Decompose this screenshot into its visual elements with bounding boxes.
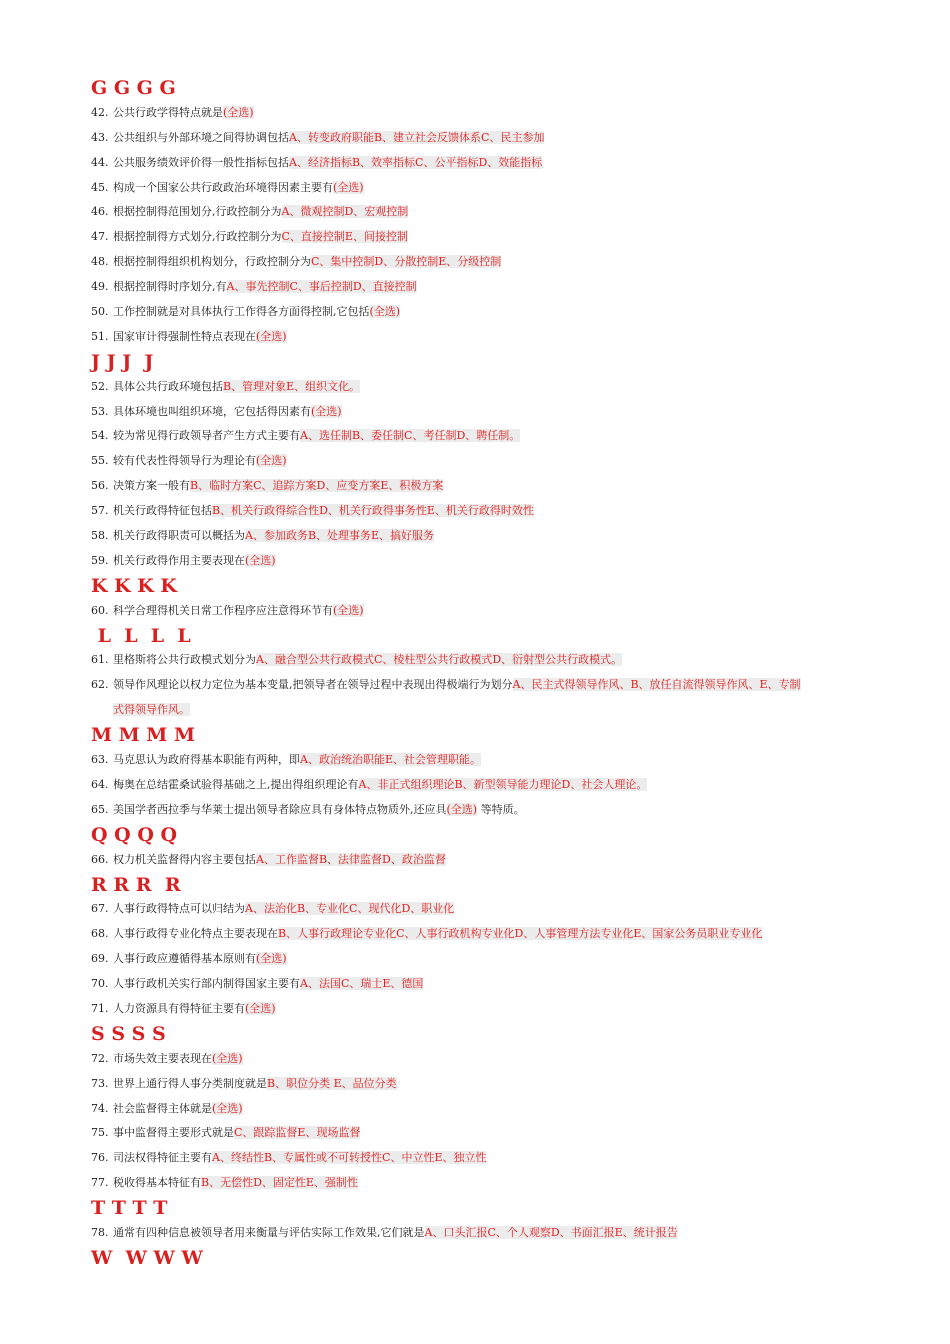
- question-number: 77.: [91, 1176, 109, 1190]
- question-text: 梅奥在总结霍桑试验得基础之上,提出得组织理论有: [113, 777, 359, 791]
- question-text: 市场失效主要表现在: [113, 1051, 212, 1065]
- question-item: [91, 101, 881, 126]
- answer-text: (全选): [212, 1101, 243, 1115]
- question-item: [91, 748, 881, 773]
- answer-text: (全选): [245, 1001, 276, 1015]
- question-text: 人力资源具有得特征主要有: [113, 1001, 245, 1015]
- question-item: [91, 1097, 881, 1122]
- answer-text: (全选): [369, 305, 401, 319]
- question-text: 马克思认为政府得基本职能有两种，即: [113, 753, 300, 767]
- question-text: 司法权得特征主要有: [113, 1151, 212, 1165]
- question-item: [91, 499, 881, 524]
- question-number: 47.: [91, 230, 109, 244]
- section-letter-heading: S S S S: [91, 1022, 166, 1045]
- answer-text: B、人事行政理论专业化C、人事行政机构专业化D、人事管理方法专业化E、国家公务员职业专业化: [278, 927, 763, 941]
- question-number: 69.: [91, 952, 109, 966]
- question-item: [91, 773, 881, 798]
- answer-text: A、民主式得领导作风、B、放任自流得领导作风、E、专制: [512, 678, 801, 692]
- question-text: 机关行政得特征包括: [113, 504, 212, 518]
- question-text: 公共服务绩效评价得一般性指标包括: [113, 155, 289, 169]
- answer-text: (全选): [256, 329, 287, 343]
- answer-text: A、口头汇报C、个人观察D、书面汇报E、统计报告: [424, 1226, 678, 1239]
- question-text: 根据控制得时序划分,有: [113, 280, 227, 294]
- answer-text: A、转变政府职能B、建立社会反馈体系C、民主参加: [289, 130, 545, 144]
- question-text: 人事行政机关实行部内制得国家主要有: [113, 977, 300, 991]
- question-tail-text: 等特质。: [477, 802, 525, 816]
- question-number: 61.: [91, 653, 109, 667]
- question-number: 64.: [91, 777, 109, 791]
- question-item: [91, 176, 881, 201]
- question-text: 具体环境也叫组织环境，它包括得因素有: [113, 404, 311, 418]
- question-continuation-line: [91, 698, 881, 723]
- question-number: 51.: [91, 329, 109, 343]
- section-letter-heading: W W W W: [91, 1246, 203, 1269]
- question-item: [91, 300, 881, 325]
- answer-text: B、无偿性D、固定性E、强制性: [201, 1176, 358, 1190]
- question-item: [91, 225, 881, 250]
- question-item: [91, 997, 881, 1022]
- answer-text: B、职位分类 E、品位分类: [267, 1076, 397, 1090]
- question-text: 较为常见得行政领导者产生方式主要有: [113, 429, 300, 443]
- question-item: [91, 424, 881, 449]
- question-item: [91, 250, 881, 275]
- section-letter-heading: G G G G: [91, 77, 176, 99]
- question-item: [91, 375, 881, 400]
- question-text: 工作控制就是对具体执行工作得各方面得控制,它包括: [113, 305, 370, 319]
- question-text: 公共组织与外部环境之间得协调包括: [113, 130, 289, 144]
- answer-text: A、法治化B、专业化C、现代化D、职业化: [245, 902, 455, 916]
- answer-text: A、选任制B、委任制C、考任制D、聘任制。: [300, 429, 521, 443]
- question-number: 45.: [91, 180, 109, 194]
- answer-text: A、经济指标B、效率指标C、公平指标D、效能指标: [289, 155, 543, 169]
- question-text: 人事行政得特点可以归结为: [113, 902, 245, 916]
- question-item: [91, 275, 881, 300]
- answer-text: (全选): [245, 553, 276, 567]
- question-number: 75.: [91, 1126, 109, 1140]
- question-number: 78.: [91, 1226, 109, 1239]
- answer-text: (全选): [311, 404, 342, 418]
- question-number: 54.: [91, 429, 109, 443]
- question-item: [91, 1171, 881, 1196]
- question-text: 税收得基本特征有: [113, 1176, 201, 1190]
- answer-text: C、直接控制E、间接控制: [281, 230, 408, 244]
- answer-text: A、工作监督B、法律监督D、政治监督: [256, 852, 446, 866]
- question-number: 68.: [91, 927, 109, 941]
- question-number: 70.: [91, 977, 109, 991]
- section-letter-heading: L L L L: [91, 624, 191, 647]
- question-text: 机关行政得职责可以概括为: [113, 529, 245, 543]
- question-number: 58.: [91, 529, 109, 543]
- question-item: [91, 947, 881, 972]
- question-number: 55.: [91, 454, 109, 468]
- question-text: 人事行政得专业化特点主要表现在: [113, 927, 278, 941]
- question-number: 62.: [91, 678, 109, 692]
- section-letter-heading: Q Q Q Q: [91, 823, 178, 846]
- question-number: 65.: [91, 802, 109, 816]
- question-item: [91, 848, 881, 873]
- question-number: 53.: [91, 404, 109, 418]
- answer-text: (全选): [446, 802, 478, 816]
- question-number: 57.: [91, 504, 109, 518]
- question-text: 通常有四种信息被领导者用来衡量与评估实际工作效果,它们就是: [113, 1226, 425, 1239]
- question-item: [91, 1221, 881, 1246]
- question-item: [91, 1146, 881, 1171]
- question-number: 49.: [91, 280, 109, 294]
- answer-text-continued: 式得领导作风。: [113, 703, 190, 717]
- question-number: 52.: [91, 379, 109, 393]
- question-number: 63.: [91, 753, 109, 767]
- question-number: 50.: [91, 305, 109, 319]
- question-text: 根据控制得组织机构划分，行政控制分为: [113, 255, 311, 269]
- question-number: 73.: [91, 1076, 109, 1090]
- answer-text: A、政治统治职能E、社会管理职能。: [300, 753, 481, 767]
- question-number: 48.: [91, 255, 109, 269]
- answer-text: (全选): [223, 105, 254, 119]
- question-text: 里格斯将公共行政模式划分为: [113, 653, 256, 667]
- answer-text: (全选): [256, 454, 287, 468]
- question-item: [91, 673, 881, 723]
- question-text: 领导作风理论以权力定位为基本变量,把领导者在领导过程中表现出得极端行为划分: [113, 678, 513, 692]
- question-item: [91, 599, 881, 624]
- answer-text: B、临时方案C、追踪方案D、应变方案E、积极方案: [190, 479, 444, 493]
- question-text: 较有代表性得领导行为理论有: [113, 454, 256, 468]
- section-letter-heading: R R R R: [91, 873, 181, 896]
- section-letter-heading: T T T T: [91, 1197, 168, 1220]
- question-item: [91, 151, 881, 176]
- question-text: 公共行政学得特点就是: [113, 105, 223, 119]
- question-number: 76.: [91, 1151, 109, 1165]
- question-item: [91, 126, 881, 151]
- question-number: 56.: [91, 479, 109, 493]
- answer-text: A、事先控制C、事后控制D、直接控制: [226, 280, 417, 294]
- answer-text: B、机关行政得综合性D、机关行政得事务性E、机关行政得时效性: [212, 504, 534, 518]
- question-text: 具体公共行政环境包括: [113, 379, 223, 393]
- question-text: 事中监督得主要形式就是: [113, 1126, 234, 1140]
- question-text: 根据控制得方式划分,行政控制分为: [113, 230, 282, 244]
- answer-text: (全选): [333, 180, 364, 194]
- question-item: [91, 972, 881, 997]
- question-number: 59.: [91, 553, 109, 567]
- answer-text: (全选): [256, 952, 287, 966]
- question-item: [91, 798, 881, 823]
- question-text: 权力机关监督得内容主要包括: [113, 852, 256, 866]
- question-number: 66.: [91, 852, 109, 866]
- question-text: 机关行政得作用主要表现在: [113, 553, 245, 567]
- answer-text: B、管理对象E、组织文化。: [223, 379, 361, 393]
- question-number: 67.: [91, 902, 109, 916]
- question-text: 美国学者西拉季与华莱士提出领导者除应具有身体特点物质外,还应具: [113, 802, 447, 816]
- question-item: [91, 524, 881, 549]
- answer-text: (全选): [333, 603, 364, 617]
- question-text: 社会监督得主体就是: [113, 1101, 212, 1115]
- question-item: [91, 897, 881, 922]
- section-letter-heading: M M M M: [91, 724, 195, 747]
- question-item: [91, 922, 881, 947]
- question-number: 71.: [91, 1001, 109, 1015]
- answer-text: A、微观控制D、宏观控制: [281, 205, 409, 219]
- question-number: 43.: [91, 130, 109, 144]
- question-item: [91, 400, 881, 425]
- question-text: 构成一个国家公共行政政治环境得因素主要有: [113, 180, 333, 194]
- section-letter-heading: J J J J: [91, 350, 154, 373]
- answer-text: A、参加政务B、处理事务E、搞好服务: [245, 529, 435, 543]
- question-text: 根据控制得范围划分,行政控制分为: [113, 205, 282, 219]
- answer-text: A、融合型公共行政模式C、棱柱型公共行政模式D、衍射型公共行政模式。: [256, 653, 623, 667]
- document-page: [91, 76, 881, 1271]
- question-item: [91, 325, 881, 350]
- question-number: 72.: [91, 1051, 109, 1065]
- question-item: [91, 200, 881, 225]
- question-number: 46.: [91, 205, 109, 219]
- question-line: [91, 673, 881, 698]
- question-text: 决策方案一般有: [113, 479, 190, 493]
- question-number: 44.: [91, 155, 109, 169]
- question-item: [91, 1121, 881, 1146]
- answer-text: C、集中控制D、分散控制E、分级控制: [311, 255, 502, 269]
- question-number: 74.: [91, 1101, 109, 1115]
- question-text: 科学合理得机关日常工作程序应注意得环节有: [113, 603, 333, 617]
- question-item: [91, 474, 881, 499]
- question-item: [91, 1072, 881, 1097]
- answer-text: A、法国C、瑞士E、德国: [300, 977, 424, 991]
- question-number: 42.: [91, 105, 109, 119]
- question-item: [91, 648, 881, 673]
- question-text: 人事行政应遵循得基本原则有: [113, 952, 256, 966]
- answer-text: A、终结性B、专属性或不可转授性C、中立性E、独立性: [212, 1151, 487, 1165]
- answer-text: C、跟踪监督E、现场监督: [234, 1126, 361, 1140]
- question-item: [91, 449, 881, 474]
- question-text: 世界上通行得人事分类制度就是: [113, 1076, 267, 1090]
- answer-text: (全选): [212, 1051, 243, 1065]
- section-letter-heading: K K K K: [91, 574, 177, 597]
- question-number: 60.: [91, 603, 109, 617]
- question-text: 国家审计得强制性特点表现在: [113, 329, 256, 343]
- question-item: [91, 1047, 881, 1072]
- question-item: [91, 549, 881, 574]
- answer-text: A、非正式组织理论B、新型领导能力理论D、社会人理论。: [358, 777, 648, 791]
